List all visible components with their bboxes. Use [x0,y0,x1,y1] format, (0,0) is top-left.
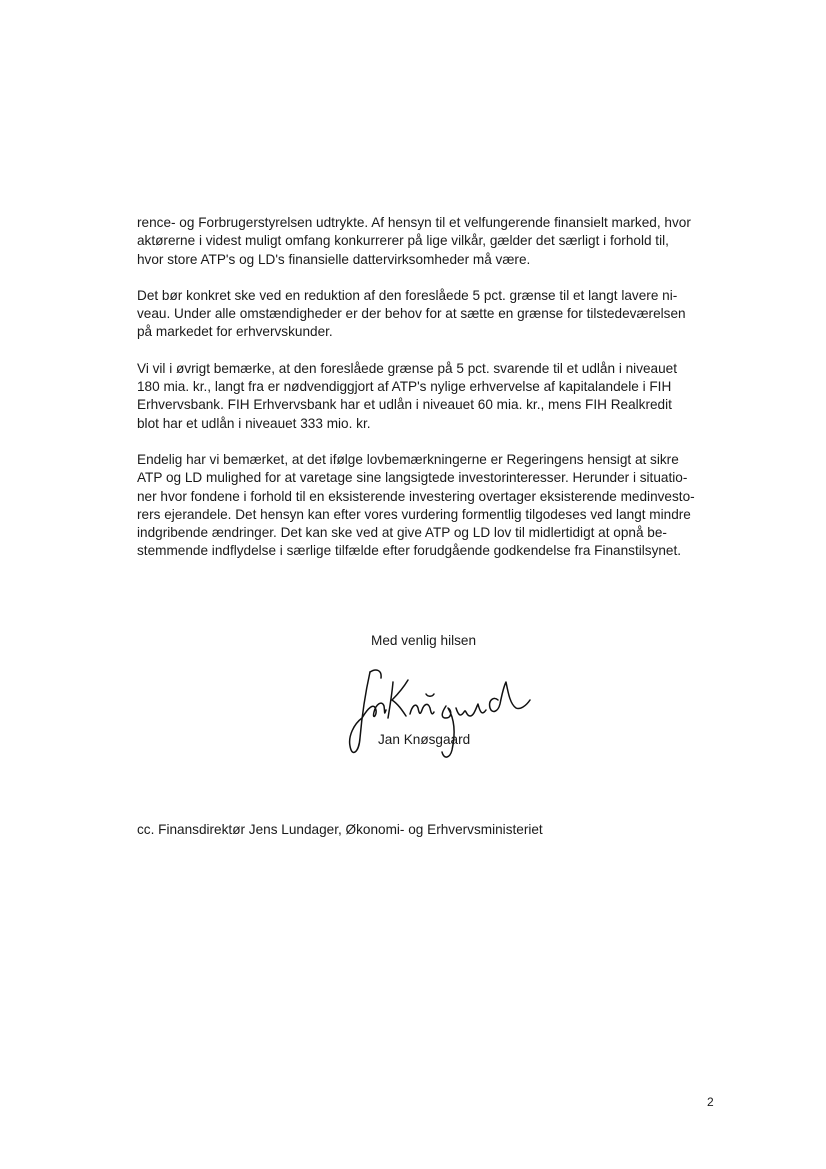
paragraph-2 [137,287,727,342]
text-line: Vi vil i øvrigt bemærke, at den foreslåede grænse på 5 pct. svarende til et udlån i niveauet [137,360,678,376]
paragraph-1 [137,214,727,269]
text-line: rence- og Forbrugerstyrelsen udtrykte. Af hensyn til et velfungerende finansielt marked, hvor [137,215,691,230]
text-line: aktørerne i videst muligt omfang konkurrerer på lige vilkår, gælder det særligt i forhold til, [137,233,669,249]
text-line: veau. Under alle omstændigheder er der behov for at sætte en grænse for tilstedeværelsen [137,306,686,322]
text-line: rers ejerandele. Det hensyn kan efter vores vurdering formentlig tilgodeses ved langt mindre [137,506,691,522]
text-line: blot har et udlån i niveauet 333 mio. kr. [137,415,371,431]
text-line: ATP og LD mulighed for at varetage sine langsigtede investorinteresser. Herunder i situatio- [137,470,688,486]
text-line: Det bør konkret ske ved en reduktion af den foreslåede 5 pct. grænse til et langt lavere ni- [137,287,678,303]
cc-recipient: cc. Finansdirektør Jens Lundager, Økonomi- og Erhvervsministeriet [137,822,543,837]
text-line: på markedet for erhvervskunder. [137,324,333,340]
text-line: hvor store ATP's og LD's finansielle dattervirksomheder må være. [137,251,531,267]
handwritten-signature [348,660,533,765]
paragraph-3 [137,360,727,433]
text-line: stemmende indflydelse i særlige tilfælde efter forudgående godkendelse fra Finanstilsynet. [137,543,682,559]
signer-name: Jan Knøsgaard [378,732,471,747]
text-line: 180 mia. kr., langt fra er nødvendiggjort af ATP's nylige erhvervelse af kapitalandele i FIH [137,379,672,395]
paragraph-4 [137,451,727,561]
text-line: Erhvervsbank. FIH Erhvervsbank har et udlån i niveauet 60 mia. kr., mens FIH Realkredit [137,397,672,413]
text-line: Endelig har vi bemærket, at det ifølge lovbemærkningerne er Regeringens hensigt at sikre [137,451,679,467]
text-line: ner hvor fondene i forhold til en eksisterende investering overtager eksisterende medinvesto- [137,488,695,504]
page-number: 2 [707,1095,714,1109]
text-line: indgribende ændringer. Det kan ske ved at give ATP og LD lov til midlertidigt at opnå be- [137,525,667,541]
letter-body [137,214,727,579]
closing-salutation: Med venlig hilsen [371,633,477,648]
